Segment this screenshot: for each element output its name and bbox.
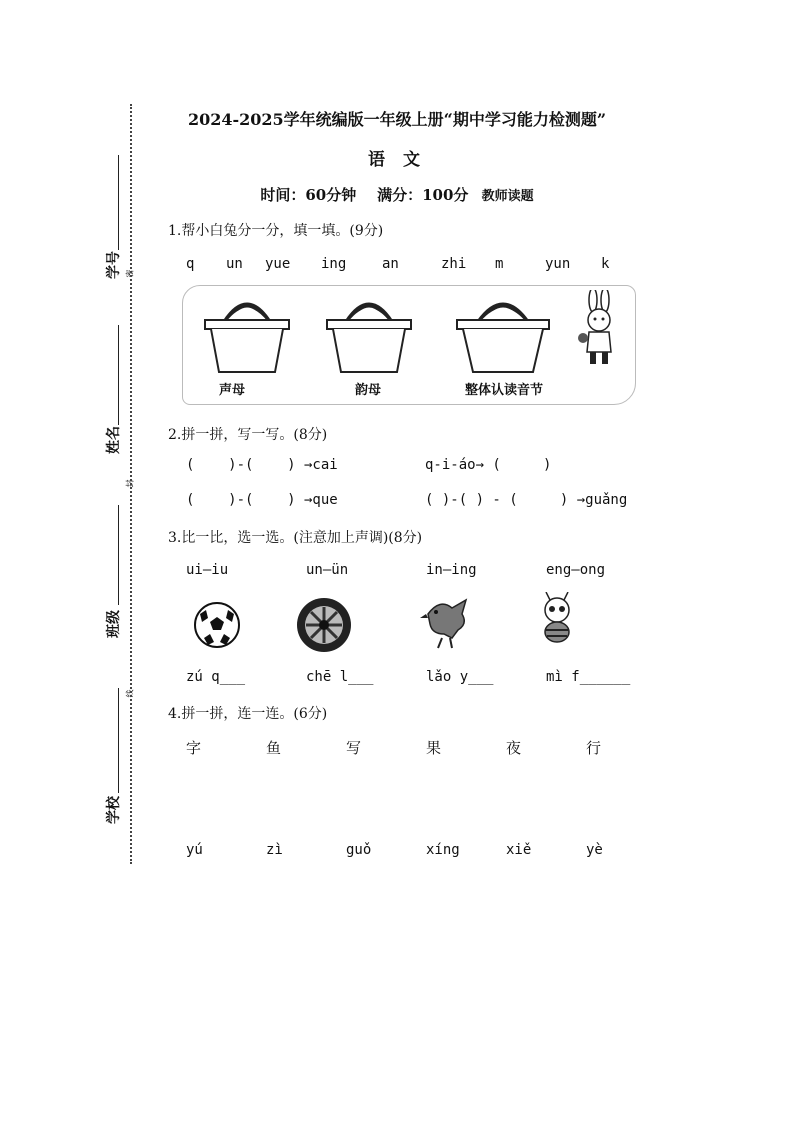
- pinyin[interactable]: xiě: [506, 842, 532, 858]
- pinyin[interactable]: xíng: [426, 842, 460, 858]
- teacher-note: 教师读题: [481, 189, 534, 204]
- character[interactable]: 字: [186, 739, 202, 757]
- q2-item: ( )-( ) - ( ) →guǎng: [425, 492, 628, 508]
- basket-icon: [201, 292, 293, 376]
- syllable: zhi: [441, 256, 467, 272]
- syllable: yue: [265, 256, 291, 272]
- class-line: [118, 505, 119, 605]
- character[interactable]: 夜: [506, 739, 522, 757]
- character[interactable]: 果: [426, 739, 442, 757]
- school-label: 学校: [106, 796, 122, 824]
- pinyin[interactable]: yè: [586, 842, 603, 858]
- basket-label-initials: 声母: [219, 383, 246, 398]
- pinyin[interactable]: yú: [186, 842, 203, 858]
- basket-label-finals: 韵母: [355, 383, 382, 398]
- wheel-icon: [295, 596, 353, 654]
- q2-item: ( )-( ) →cai: [186, 457, 338, 473]
- time-score-info: 时间：60分钟 满分：100分: [260, 186, 469, 204]
- final-pair: ui—iu: [186, 562, 229, 578]
- basket-illustration: [182, 285, 636, 405]
- rabbit-icon: [573, 290, 625, 370]
- eagle-icon: [418, 594, 476, 652]
- answer-blank[interactable]: lǎo y___: [426, 669, 494, 685]
- basket-icon: [323, 292, 415, 376]
- q2-item: ( )-( ) →que: [186, 492, 338, 508]
- syllable: an: [382, 256, 399, 272]
- seal-mark-xian: 线: [125, 689, 135, 698]
- student-id-label: 学号: [106, 251, 122, 279]
- character[interactable]: 鱼: [266, 739, 282, 757]
- pinyin[interactable]: zì: [266, 842, 283, 858]
- syllable: m: [495, 256, 504, 272]
- class-label: 班级: [106, 610, 122, 638]
- answer-blank[interactable]: chē l___: [306, 669, 374, 685]
- final-pair: in—ing: [426, 562, 477, 578]
- syllable: un: [226, 256, 243, 272]
- syllable: q: [186, 256, 195, 272]
- pinyin[interactable]: guǒ: [346, 842, 372, 858]
- name-line: [118, 325, 119, 425]
- q2-item: q-i-áo→ ( ): [425, 457, 552, 473]
- syllable: yun: [545, 256, 571, 272]
- seal-mark-feng: 封: [125, 479, 135, 488]
- subject-title: 语 文: [368, 150, 426, 170]
- basket-icon: [453, 292, 553, 376]
- binding-dotted-line: [130, 104, 132, 864]
- syllable: ing: [321, 256, 347, 272]
- final-pair: eng—ong: [546, 562, 606, 578]
- final-pair: un—ün: [306, 562, 349, 578]
- answer-blank[interactable]: mì f______: [546, 669, 631, 685]
- q4-prompt: 4.拼一拼，连一连。(6分): [168, 706, 328, 722]
- answer-blank[interactable]: zú q___: [186, 669, 246, 685]
- exam-info: [0, 184, 794, 205]
- q1-prompt: 1.帮小白兔分一分，填一填。(9分): [168, 223, 384, 239]
- exam-title: 2024-2025学年统编版一年级上册“期中学习能力检测题”: [187, 110, 607, 129]
- name-label: 姓名: [106, 426, 122, 454]
- bee-icon: [532, 592, 582, 648]
- syllable: k: [601, 256, 610, 272]
- q2-prompt: 2.拼一拼，写一写。(8分): [168, 427, 328, 443]
- character[interactable]: 写: [346, 739, 362, 757]
- seal-mark-mi: 密: [125, 269, 135, 278]
- school-line: [118, 688, 119, 793]
- basket-label-whole-syllables: 整体认读音节: [465, 383, 544, 398]
- q3-prompt: 3.比一比，选一选。(注意加上声调)(8分): [168, 530, 423, 546]
- soccer-ball-icon: [192, 600, 242, 650]
- character[interactable]: 行: [586, 739, 602, 757]
